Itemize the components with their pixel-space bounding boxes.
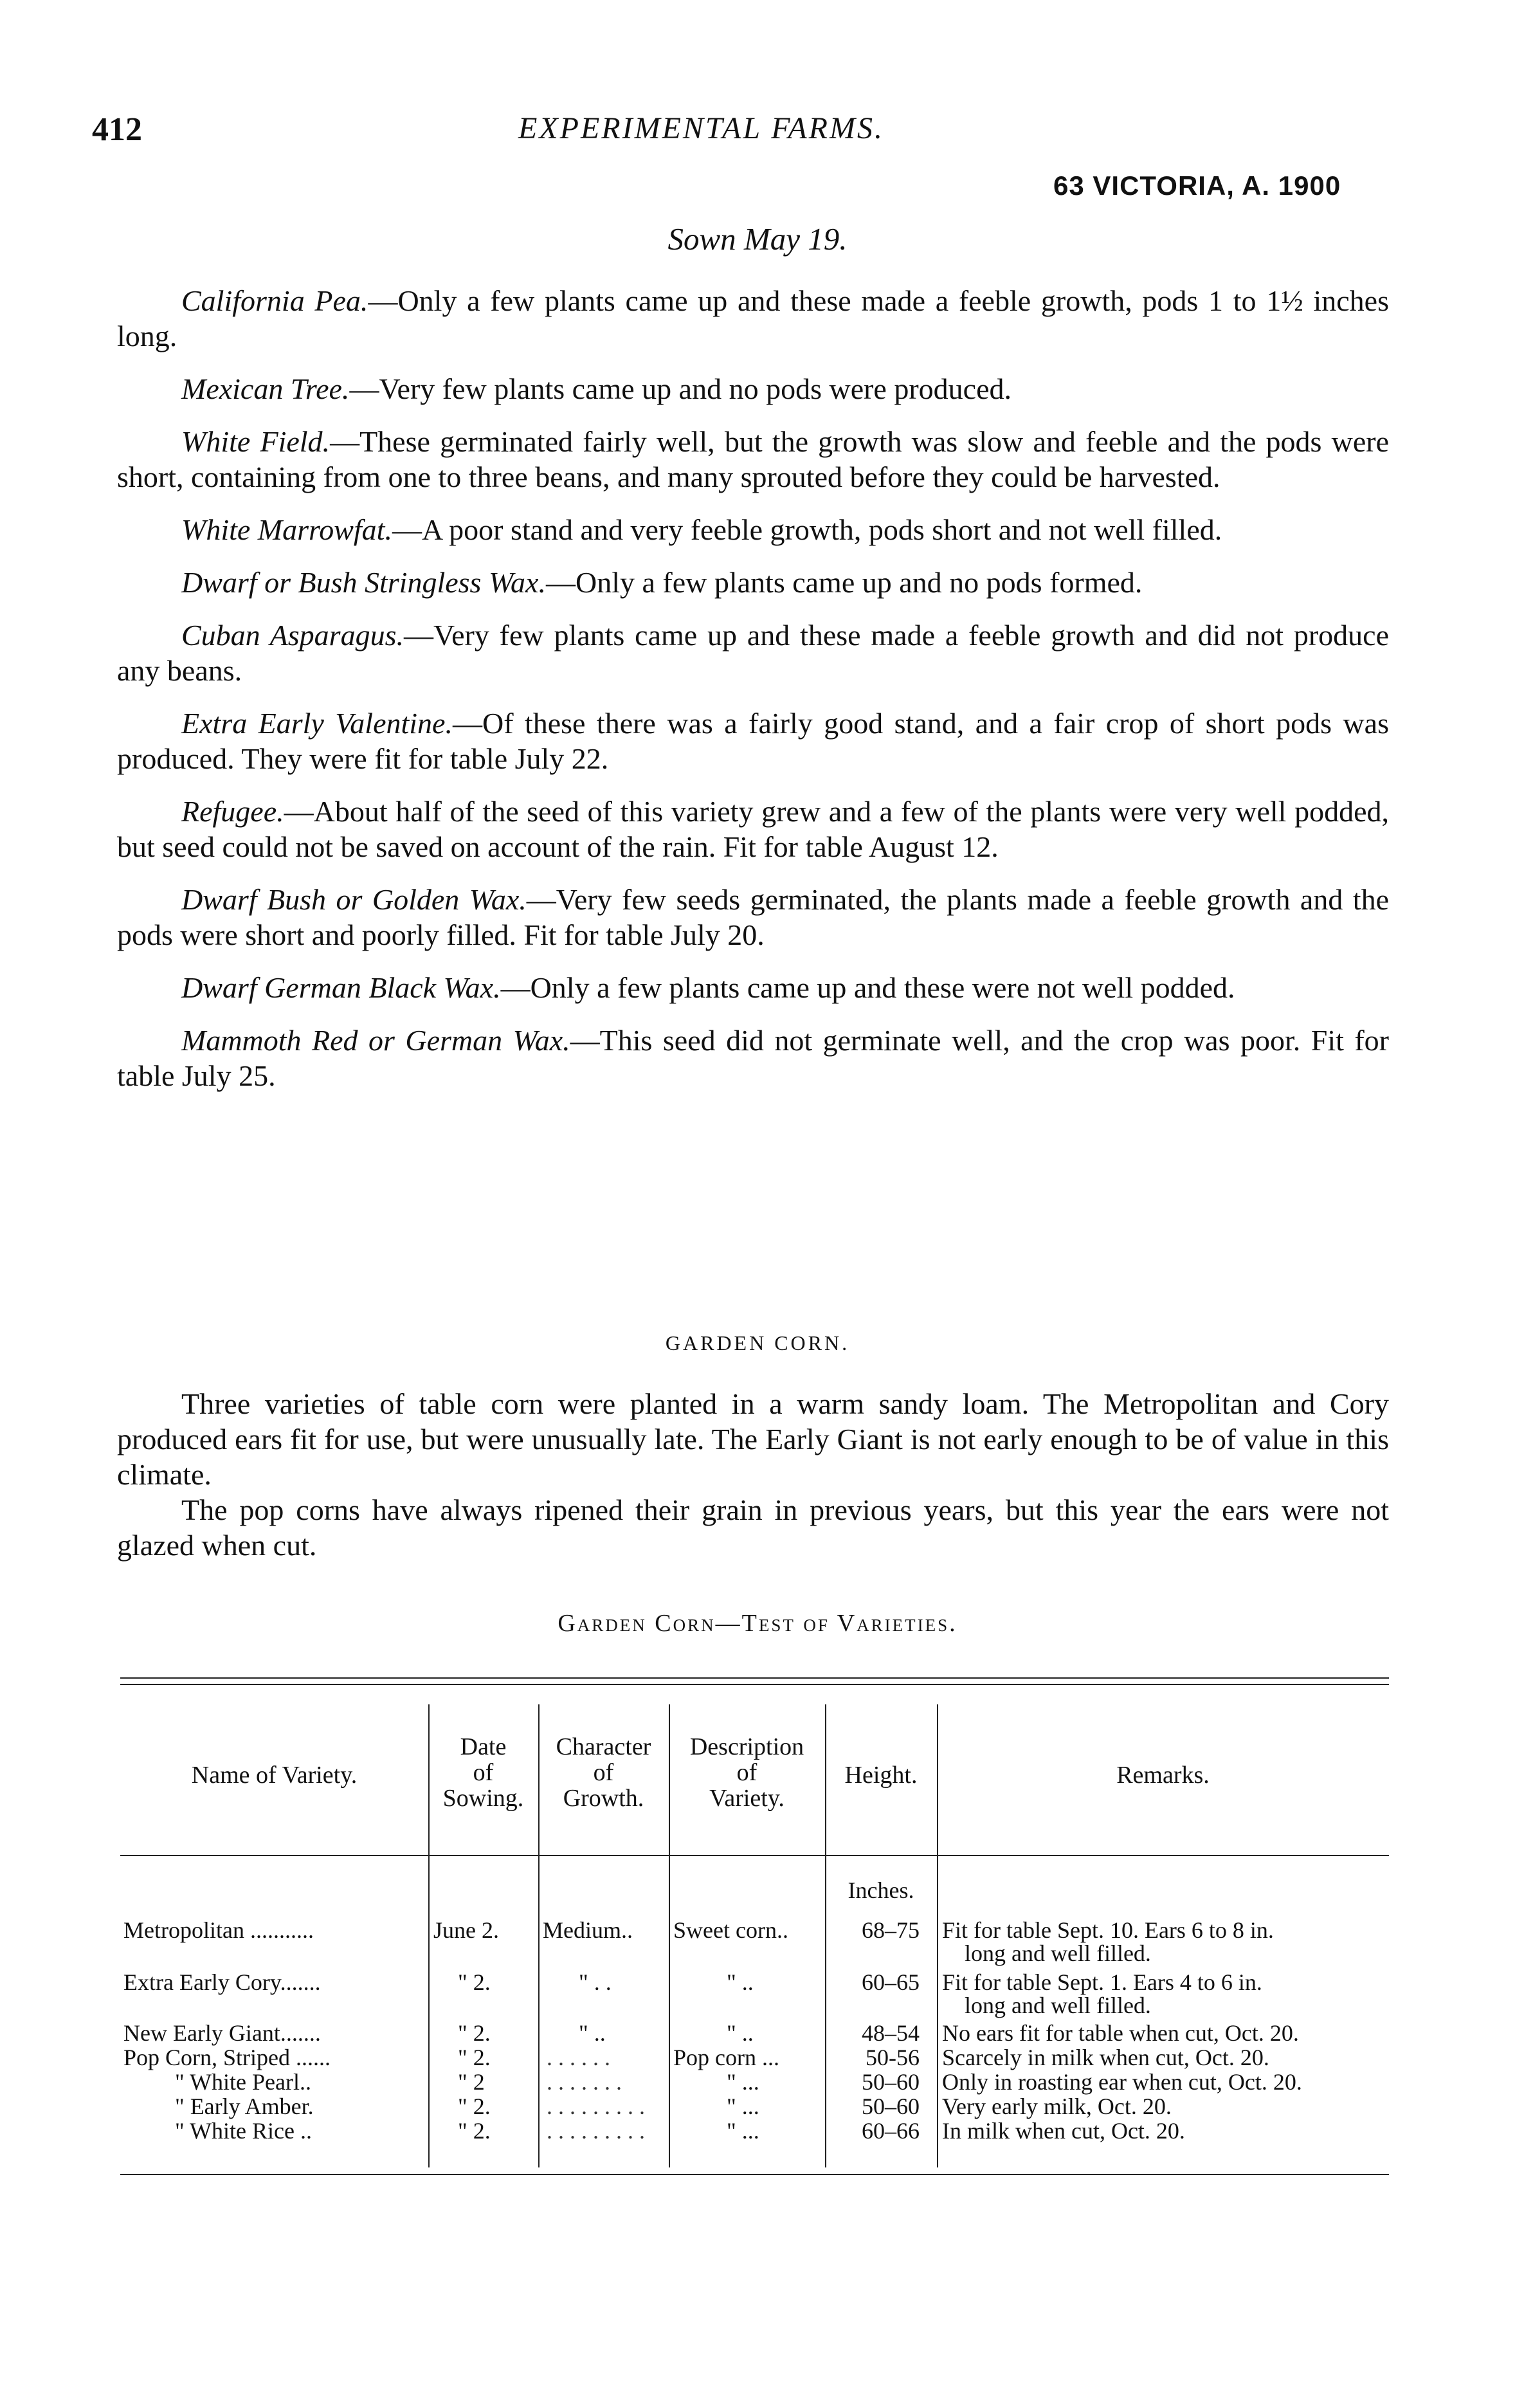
variety-text: —About half of the seed of this variety grew and a few of the plants were very well podded, but seed could not be saved on account of the rain. Fit for table August 12. (117, 795, 1389, 863)
table-cell-date: " 2. (458, 2045, 491, 2070)
variety-text: —This seed did not germinate well, and the crop was poor. Fit for table July 25. (117, 1024, 1389, 1092)
table-cell-remarks: long and well filled. (965, 1993, 1151, 2018)
variety-entry (117, 706, 1389, 776)
table-cell-remarks: Only in roasting ear when cut, Oct. 20. (942, 2069, 1302, 2095)
table-cell-name: New Early Giant....... (123, 2020, 321, 2046)
header-description-line: Description (689, 1733, 804, 1760)
header-date-line: of (473, 1759, 494, 1786)
variety-entry (117, 565, 1389, 600)
corn-text (117, 1386, 1389, 1563)
header-height: Height. (844, 1762, 918, 1789)
variety-entry (117, 424, 1389, 495)
header-character-line: of (593, 1759, 614, 1786)
table-cell-name: " White Rice .. (175, 2118, 312, 2144)
running-title: EXPERIMENTAL FARMS. (518, 111, 884, 145)
table-cell-name: Pop Corn, Striped ...... (123, 2045, 331, 2070)
table-top-rule (120, 1684, 1389, 1685)
variety-text: —Very few plants came up and no pods were produced. (349, 372, 1012, 405)
table-cell-description: " ... (727, 2069, 759, 2095)
table-cell-character: " .. (579, 2020, 606, 2046)
table-cell-height: 60–66 (862, 2118, 920, 2144)
table-cell-remarks: In milk when cut, Oct. 20. (942, 2118, 1185, 2144)
variety-text: —Only a few plants came up and these made a feeble growth, pods 1 to 1½ inches long. (117, 284, 1389, 352)
table-cell-remarks: Fit for table Sept. 10. Ears 6 to 8 in. (942, 1917, 1274, 1943)
session-label: 63 VICTORIA, A. 1900 (1053, 170, 1341, 201)
table-cell-character: Medium.. (543, 1917, 633, 1943)
header-character-line: Character (556, 1733, 651, 1760)
variety-entry (117, 371, 1389, 406)
header-date-line: Date (460, 1733, 507, 1760)
table-cell-description: Sweet corn.. (673, 1917, 788, 1943)
variety-entry (117, 794, 1389, 864)
variety-name: White Marrowfat. (181, 513, 392, 546)
height-units: Inches. (848, 1877, 914, 1903)
header-date-line: Sowing. (442, 1785, 524, 1812)
table-cell-description: Pop corn ... (673, 2045, 779, 2070)
variety-entry (117, 512, 1389, 547)
variety-name: Dwarf German Black Wax. (181, 971, 501, 1004)
header-bottom-rule (120, 1855, 1389, 1856)
variety-entry (117, 617, 1389, 688)
table-cell-character: . . . . . . . . . (547, 2093, 645, 2119)
variety-entry (117, 283, 1389, 354)
variety-name: Cuban Asparagus. (181, 619, 404, 652)
header-description-line: of (736, 1759, 758, 1786)
variety-text: —Of these there was a fairly good stand, and a fair crop of short pods was produced. They were fit for table July 22. (117, 707, 1389, 775)
table-cell-remarks: Very early milk, Oct. 20. (942, 2093, 1172, 2119)
variety-name: Mammoth Red or German Wax. (181, 1024, 570, 1057)
table-bottom-rule (120, 2174, 1389, 2175)
table-cell-date: " 2. (458, 2093, 491, 2119)
table-cell-date: " 2. (458, 2118, 491, 2144)
variety-text: —Only a few plants came up and no pods formed. (545, 566, 1143, 599)
table-cell-name: " Early Amber. (175, 2093, 314, 2119)
section-heading: GARDEN CORN. (665, 1331, 850, 1354)
table-cell-date: June 2. (433, 1917, 499, 1943)
variety-name: California Pea. (181, 284, 368, 317)
variety-entries (117, 283, 1389, 1111)
table-cell-name: Metropolitan ........... (123, 1917, 314, 1943)
header-description (669, 1734, 825, 1811)
variety-name: Dwarf or Bush Stringless Wax. (181, 566, 546, 599)
variety-name: Refugee. (181, 795, 284, 828)
table-cell-date: " 2. (458, 2020, 491, 2046)
variety-text: —Very few seeds germinated, the plants made a feeble growth and the pods were short and poorly filled. Fit for table July 20. (117, 883, 1390, 951)
variety-text: —A poor stand and very feeble growth, pods short and not well filled. (392, 513, 1222, 546)
variety-entry (117, 1023, 1389, 1093)
table-cell-description: " ... (727, 2093, 759, 2119)
table-top-rule (120, 1677, 1389, 1679)
table-cell-height: 48–54 (862, 2020, 920, 2046)
variety-text: —These germinated fairly well, but the growth was slow and feeble and the pods were short, containing from one to three beans, and many sprouted before they could be harvested. (117, 425, 1390, 493)
sown-heading: Sown May 19. (667, 221, 848, 257)
header-character (538, 1734, 669, 1811)
table-title: Garden Corn—Test of Varieties. (558, 1610, 957, 1637)
header-name: Name of Variety. (191, 1762, 358, 1789)
table-cell-height: 50–60 (862, 2093, 920, 2119)
table-cell-height: 60–65 (862, 1969, 920, 1995)
table-cell-remarks: Fit for table Sept. 1. Ears 4 to 6 in. (942, 1969, 1262, 1995)
table-cell-description: " .. (727, 1969, 754, 1995)
header-date (428, 1734, 538, 1811)
variety-entry (117, 882, 1389, 953)
table-cell-description: " .. (727, 2020, 754, 2046)
table-cell-character: . . . . . . . (547, 2069, 622, 2095)
corn-paragraph: Three varieties of table corn were planted in a warm sandy loam. The Metropolitan and Cory produced ears fit for use, but were unusually late. The Early Giant is not early enough to be of value in this climate. (117, 1387, 1389, 1491)
variety-name: Extra Early Valentine. (181, 707, 453, 740)
variety-entry (117, 970, 1389, 1005)
table-cell-remarks: No ears fit for table when cut, Oct. 20. (942, 2020, 1299, 2046)
table-cell-height: 68–75 (862, 1917, 920, 1943)
table-cell-remarks: Scarcely in milk when cut, Oct. 20. (942, 2045, 1269, 2070)
header-remarks: Remarks. (1116, 1762, 1210, 1789)
variety-name: White Field. (181, 425, 331, 458)
variety-text: —Only a few plants came up and these were not well podded. (500, 971, 1235, 1004)
variety-text: —Very few plants came up and these made a feeble growth and did not produce any beans. (117, 619, 1390, 687)
table-cell-character: " . . (579, 1969, 612, 1995)
header-character-line: Growth. (563, 1785, 644, 1812)
variety-name: Dwarf Bush or Golden Wax. (181, 883, 527, 916)
table-cell-name: " White Pearl.. (175, 2069, 311, 2095)
table-cell-description: " ... (727, 2118, 759, 2144)
page-number: 412 (92, 111, 142, 148)
variety-name: Mexican Tree. (181, 372, 350, 405)
table-cell-name: Extra Early Cory....... (123, 1969, 321, 1995)
table-cell-character: . . . . . . (547, 2045, 610, 2070)
corn-paragraph: The pop corns have always ripened their grain in previous years, but this year the ears were not glazed when cut. (117, 1493, 1389, 1562)
header-description-line: Variety. (709, 1785, 785, 1812)
table-cell-remarks: long and well filled. (965, 1940, 1151, 1966)
table-cell-date: " 2. (458, 1969, 491, 1995)
table-cell-height: 50–60 (862, 2069, 920, 2095)
table-cell-character: . . . . . . . . . (547, 2118, 645, 2144)
table-cell-date: " 2 (458, 2069, 485, 2095)
table-cell-height: 50-56 (866, 2045, 920, 2070)
